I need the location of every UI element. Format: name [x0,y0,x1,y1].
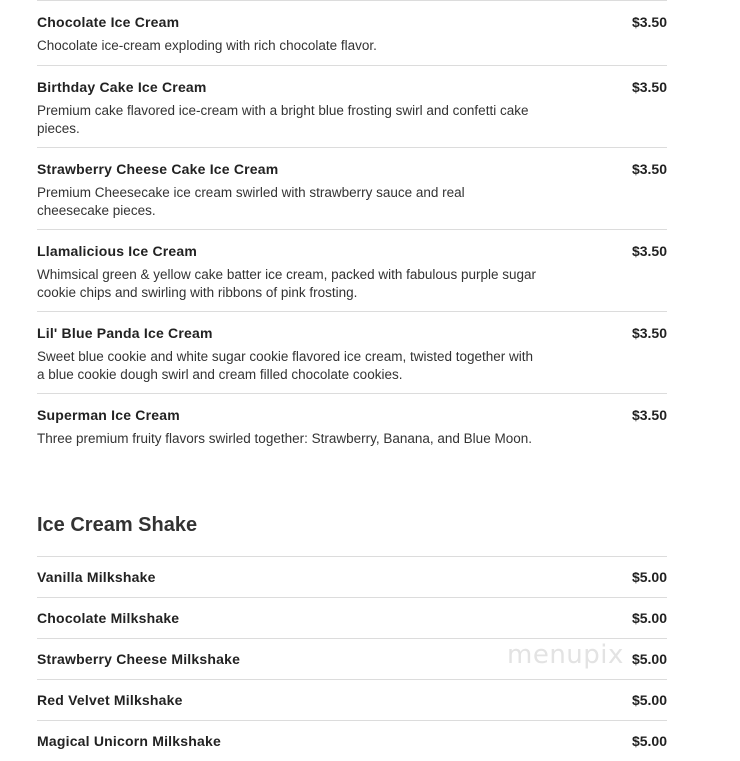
item-description: Chocolate ice-cream exploding with rich chocolate flavor. [37,38,377,53]
item-name: Strawberry Cheese Cake Ice Cream [37,161,279,177]
item-price: $5.00 [631,733,667,749]
item-name: Strawberry Cheese Milkshake [37,651,241,667]
item-name: Llamalicious Ice Cream [37,243,198,259]
menu-item-magical-unicorn-milkshake [37,720,667,761]
item-price: $5.00 [631,569,667,585]
menu-item-birthday-cake-ice-cream [37,65,667,147]
menu-item-vanilla-milkshake [37,556,667,597]
menu-item-chocolate-milkshake [37,597,667,638]
item-description: Premium Cheesecake ice cream swirled with strawberry sauce and real cheesecake pieces. [37,185,465,218]
menu-item-lil-blue-panda-ice-cream [37,311,667,393]
menu-item-llamalicious-ice-cream [37,229,667,311]
item-description: Premium cake flavored ice-cream with a bright blue frosting swirl and confetti cake pieces. [37,103,529,136]
item-name: Red Velvet Milkshake [37,692,183,708]
item-name: Superman Ice Cream [37,407,180,423]
item-price: $5.00 [631,610,667,626]
item-price: $3.50 [631,407,667,423]
item-description: Whimsical green & yellow cake batter ice cream, packed with fabulous purple sugar cookie chips and swirling with ribbons of pink frosting. [37,267,536,300]
item-name: Chocolate Ice Cream [37,14,180,30]
menu-item-red-velvet-milkshake [37,679,667,720]
item-price: $3.50 [631,325,667,341]
section-title-ice-cream-shake: Ice Cream Shake [37,514,198,536]
item-price: $5.00 [631,651,667,667]
item-name: Birthday Cake Ice Cream [37,79,207,95]
item-description: Sweet blue cookie and white sugar cookie flavored ice cream, twisted together with a blue cookie dough swirl and cream filled chocolate cookies. [37,349,534,382]
item-price: $3.50 [631,243,667,259]
item-name: Vanilla Milkshake [37,569,156,585]
item-price: $3.50 [631,161,667,177]
item-name: Chocolate Milkshake [37,610,180,626]
menu-item-chocolate-ice-cream [37,0,667,65]
menu-item-superman-ice-cream [37,393,667,475]
item-name: Lil' Blue Panda Ice Cream [37,325,213,341]
item-price: $5.00 [631,692,667,708]
item-name: Magical Unicorn Milkshake [37,733,221,749]
menupix-watermark: menupix [507,640,624,670]
item-price: $3.50 [631,79,667,95]
item-price: $3.50 [631,14,667,30]
item-description: Three premium fruity flavors swirled together: Strawberry, Banana, and Blue Moon. [37,431,532,446]
menu-item-strawberry-cheese-cake-ice-cream [37,147,667,229]
